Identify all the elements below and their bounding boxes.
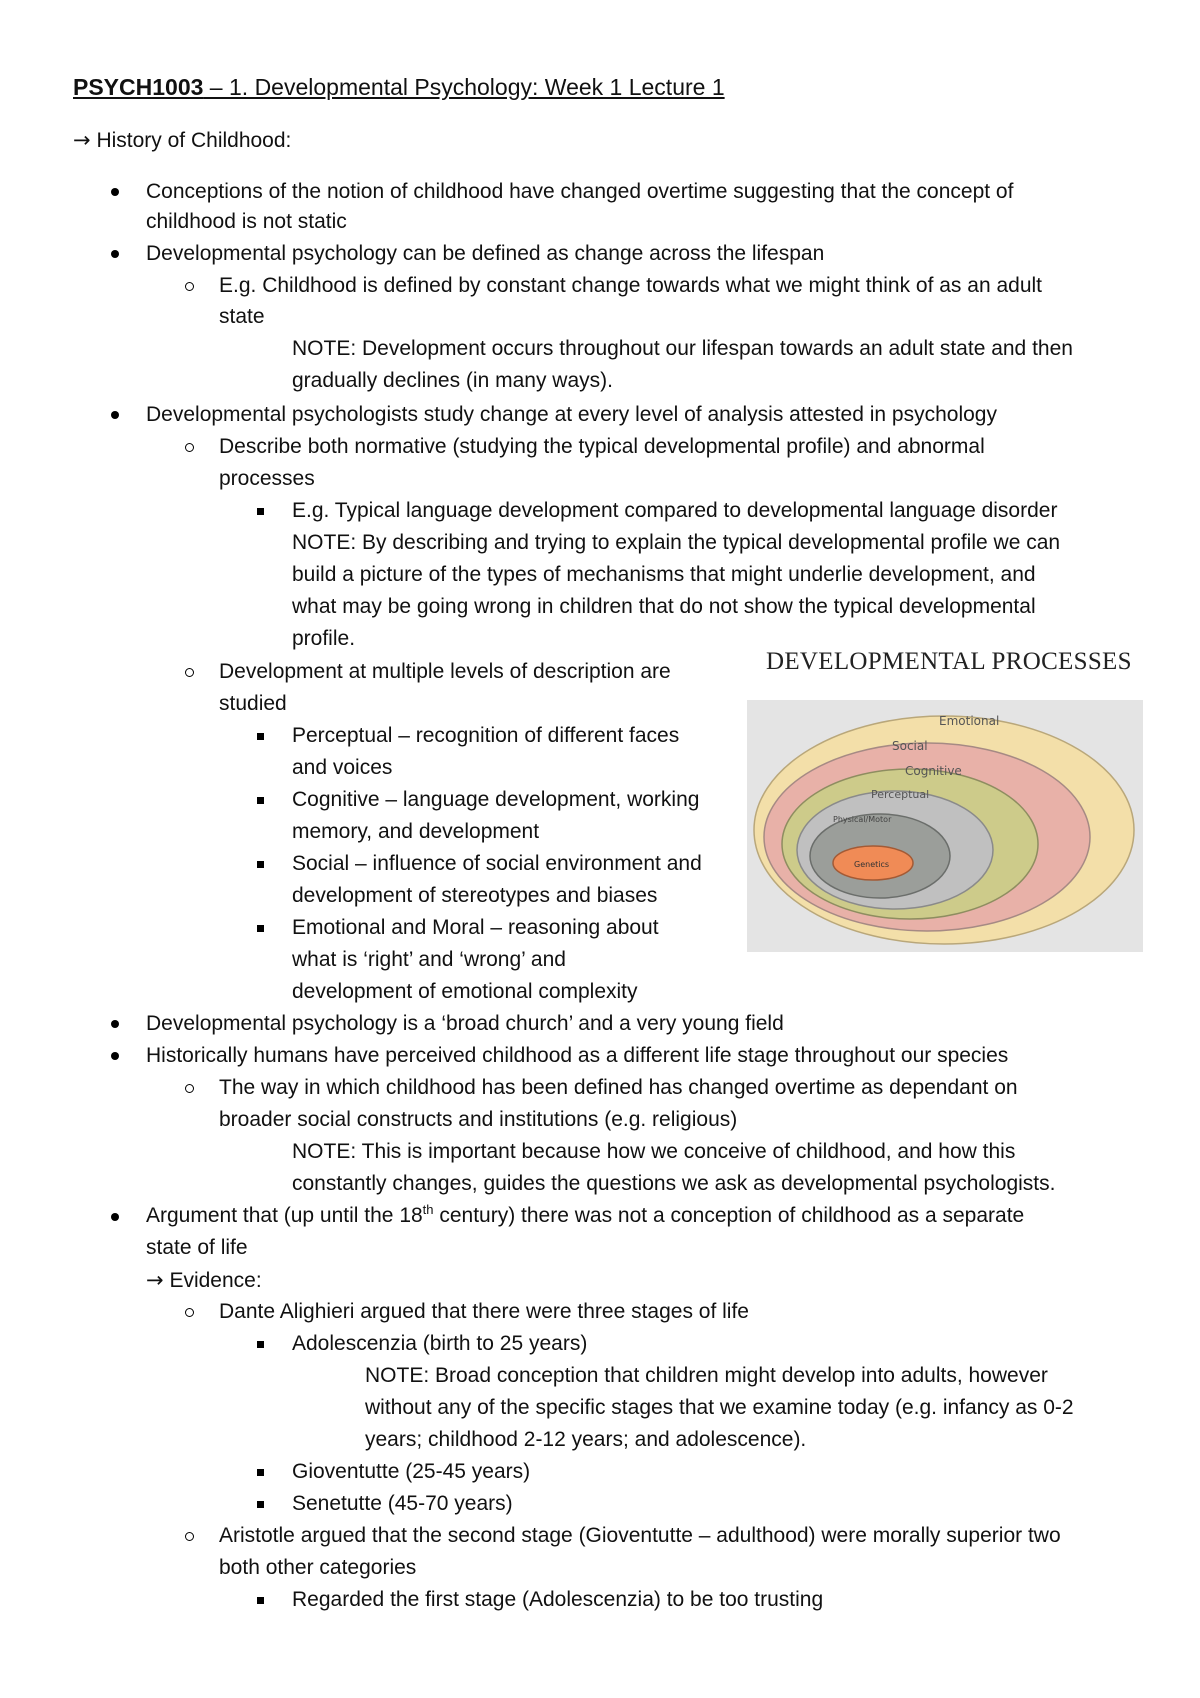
list-item: Development at multiple levels of description are	[219, 660, 671, 683]
label-physical-motor: Physical/Motor	[833, 815, 892, 824]
list-item-cont: and voices	[292, 756, 393, 779]
bullet-icon	[111, 250, 119, 258]
note: NOTE: Broad conception that children might develop into adults, however	[365, 1364, 1048, 1387]
circle-bullet-icon	[185, 282, 194, 291]
arrow-icon: →	[146, 1268, 164, 1292]
square-bullet-icon	[257, 861, 264, 868]
square-bullet-icon	[257, 925, 264, 932]
square-bullet-icon	[257, 1597, 264, 1604]
list-item-cont: memory, and development	[292, 820, 540, 843]
list-item: Developmental psychologists study change at every level of analysis attested in psychology	[146, 403, 997, 426]
label-genetics: Genetics	[854, 860, 890, 869]
figure-title: DEVELOPMENTAL PROCESSES	[766, 648, 1132, 675]
list-item: Conceptions of the notion of childhood have changed overtime suggesting that the concept of	[146, 180, 1014, 203]
list-item-cont: childhood is not static	[146, 210, 347, 233]
circle-bullet-icon	[185, 1084, 194, 1093]
bullet-icon	[111, 1020, 119, 1028]
list-item: Developmental psychology can be defined as change across the lifespan	[146, 242, 825, 265]
list-item: Gioventutte (25-45 years)	[292, 1460, 531, 1483]
bullet-icon	[111, 1052, 119, 1060]
list-item: Historically humans have perceived childhood as a different life stage throughout our species	[146, 1044, 1009, 1067]
list-item: Dante Alighieri argued that there were three stages of life	[219, 1300, 749, 1323]
square-bullet-icon	[257, 1501, 264, 1508]
square-bullet-icon	[257, 508, 264, 515]
nested-ellipses-diagram	[747, 700, 1143, 952]
arrow-icon: →	[73, 128, 91, 152]
circle-bullet-icon	[185, 668, 194, 677]
developmental-processes-figure	[747, 700, 1143, 952]
list-item: Cognitive – language development, working	[292, 788, 700, 811]
note: NOTE: By describing and trying to explain the typical developmental profile we can	[292, 531, 1061, 554]
list-item-cont: both other categories	[219, 1556, 417, 1579]
list-item: Social – influence of social environment and	[292, 852, 702, 875]
course-code: PSYCH1003	[73, 74, 204, 100]
square-bullet-icon	[257, 1469, 264, 1476]
circle-bullet-icon	[185, 443, 194, 452]
circle-bullet-icon	[185, 1308, 194, 1317]
evidence-heading	[146, 1265, 262, 1296]
list-item: Regarded the first stage (Adolescenzia) to be too trusting	[292, 1588, 824, 1611]
list-item-cont: development of emotional complexity	[292, 980, 638, 1003]
note-cont: gradually declines (in many ways).	[292, 369, 613, 392]
label-social: Social	[892, 739, 928, 753]
title-rest: – 1. Developmental Psychology: Week 1 Lecture 1	[203, 74, 725, 100]
note-cont: what may be going wrong in children that do not show the typical developmental	[292, 595, 1036, 618]
list-item: The way in which childhood has been defined has changed overtime as dependant on	[219, 1076, 1018, 1099]
list-item	[146, 1201, 1024, 1231]
list-item-cont: studied	[219, 692, 287, 715]
note-cont: constantly changes, guides the questions we ask as developmental psychologists.	[292, 1172, 1056, 1195]
list-item: Emotional and Moral – reasoning about	[292, 916, 659, 939]
note-cont: profile.	[292, 627, 356, 650]
square-bullet-icon	[257, 797, 264, 804]
list-item: E.g. Typical language development compared to developmental language disorder	[292, 499, 1058, 522]
circle-bullet-icon	[185, 1532, 194, 1541]
label-emotional: Emotional	[939, 714, 1000, 728]
note: NOTE: Development occurs throughout our lifespan towards an adult state and then	[292, 337, 1073, 360]
list-item: Describe both normative (studying the typical developmental profile) and abnormal	[219, 435, 985, 458]
section-heading-text: History of Childhood:	[96, 129, 292, 152]
list-item: Perceptual – recognition of different faces	[292, 724, 680, 747]
list-item: E.g. Childhood is defined by constant change towards what we might think of as an adult	[219, 274, 1042, 297]
list-item-cont: processes	[219, 467, 315, 490]
list-item: Aristotle argued that the second stage (Gioventutte – adulthood) were morally superior two	[219, 1524, 1061, 1547]
evidence-text: Evidence:	[169, 1269, 262, 1292]
note-cont: years; childhood 2-12 years; and adolescence).	[365, 1428, 807, 1451]
list-item-cont: state of life	[146, 1236, 248, 1259]
text-part: century) there was not a conception of childhood as a separate	[433, 1204, 1025, 1227]
page-title	[73, 74, 725, 101]
label-cognitive: Cognitive	[905, 764, 962, 778]
note-cont: without any of the specific stages that we examine today (e.g. infancy as 0-2	[365, 1396, 1074, 1419]
label-perceptual: Perceptual	[871, 788, 930, 801]
bullet-icon	[111, 411, 119, 419]
list-item-cont: what is ‘right’ and ‘wrong’ and	[292, 948, 566, 971]
bullet-icon	[111, 1213, 119, 1221]
text-part: Argument that (up until the 18	[146, 1204, 423, 1227]
note-cont: build a picture of the types of mechanisms that might underlie development, and	[292, 563, 1036, 586]
note: NOTE: This is important because how we conceive of childhood, and how this	[292, 1140, 1016, 1163]
bullet-icon	[111, 188, 119, 196]
list-item-cont: broader social constructs and institutions (e.g. religious)	[219, 1108, 738, 1131]
list-item-cont: development of stereotypes and biases	[292, 884, 658, 907]
list-item: Adolescenzia (birth to 25 years)	[292, 1332, 588, 1355]
list-item-cont: state	[219, 305, 265, 328]
section-heading	[73, 125, 291, 156]
list-item: Senetutte (45-70 years)	[292, 1492, 513, 1515]
list-item: Developmental psychology is a ‘broad church’ and a very young field	[146, 1012, 784, 1035]
square-bullet-icon	[257, 1341, 264, 1348]
square-bullet-icon	[257, 733, 264, 740]
superscript: th	[422, 1202, 434, 1217]
